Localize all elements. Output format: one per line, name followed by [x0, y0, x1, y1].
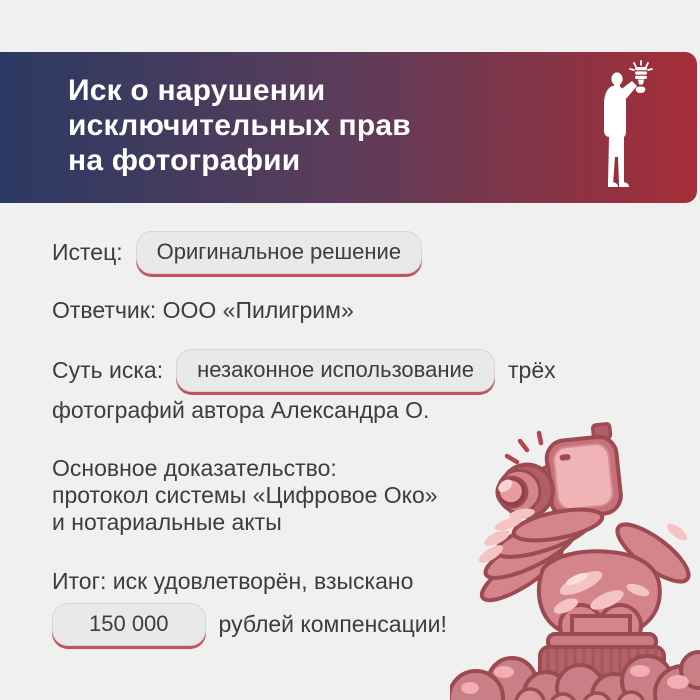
title-line-3: на фотографии [68, 144, 301, 177]
camera-icon [491, 423, 623, 524]
claim-row [52, 349, 556, 392]
defendant-text: Ответчик: ООО «Пилигрим» [52, 297, 354, 323]
evidence-line-3: и нотариальные акты [52, 509, 282, 535]
title-line-1: Иск о нарушении [68, 74, 326, 107]
claim-row-line2 [52, 397, 429, 424]
plaintiff-badge: Оригинальное решение [136, 231, 422, 274]
claim-badge: незаконное использование [176, 349, 495, 392]
result-amount-row [52, 603, 447, 646]
plaintiff-row [52, 231, 422, 274]
sparkle-icon [507, 433, 541, 462]
evidence-line-2: протокол системы «Цифровое Око» [52, 482, 438, 508]
result-row [52, 568, 413, 595]
evidence-line-1: Основное доказательство: [52, 455, 337, 481]
open-hand-shape [475, 504, 696, 647]
hand-camera-illustration [450, 420, 700, 700]
result-after-text: рублей компенсации! [218, 611, 447, 637]
evidence-paragraph [52, 455, 438, 536]
header-banner [0, 52, 697, 203]
claim-label: Суть иска: [52, 357, 164, 383]
claim-after-text: трёх [508, 357, 556, 383]
compensation-amount-badge: 150 000 [52, 603, 206, 646]
man-with-lightbulb-icon [593, 60, 660, 195]
defendant-row [52, 297, 354, 324]
claim-line2-text: фотографий автора Александра О. [52, 397, 430, 423]
result-text: Итог: иск удовлетворён, взыскано [52, 568, 414, 594]
page-title [68, 73, 411, 178]
title-line-2: исключительных прав [68, 109, 411, 142]
plaintiff-label: Истец: [52, 239, 123, 265]
